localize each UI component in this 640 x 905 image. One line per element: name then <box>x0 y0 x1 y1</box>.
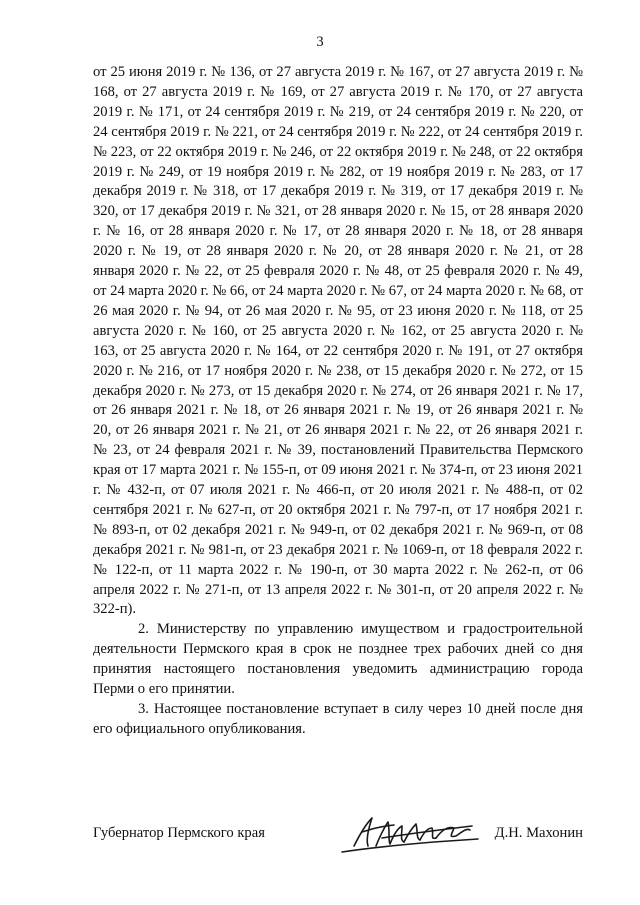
signer-title: Губернатор Пермского края <box>93 825 265 841</box>
signature-block <box>93 818 583 858</box>
page-number: 3 <box>316 34 324 50</box>
resolutions-list-paragraph: от 25 июня 2019 г. № 136, от 27 августа 2019 г. № 167, от 27 августа 2019 г. № 168, от 27 августа 2019 г. № 169, от 27 августа 2019 г. № 170, от 27 августа 2019 г. № 171, от 24 сентября 2019 г. № 219, от 24 сентября 2019 г. № 220, от 24 сентября 2019 г. № 221, от 24 сентября 2019 г. № 222, от 24 сентября 2019 г. № 223, от 22 октября 2019 г. № 246, от 22 октября 2019 г. № 248, от 22 октября 2019 г. № 249, от 19 ноября 2019 г. № 282, от 19 ноября 2019 г. № 283, от 17 декабря 2019 г. № 318, от 17 декабря 2019 г. № 319, от 17 декабря 2019 г. № 320, от 17 декабря 2019 г. № 321, от 28 января 2020 г. № 15, от 28 января 2020 г. № 16, от 28 января 2020 г. № 17, от 28 января 2020 г. № 18, от 28 января 2020 г. № 19, от 28 января 2020 г. № 20, от 28 января 2020 г. № 21, от 28 января 2020 г. № 22, от 25 февраля 2020 г. № 48, от 25 февраля 2020 г. № 49, от 24 марта 2020 г. № 66, от 24 марта 2020 г. № 67, от 24 марта 2020 г. № 68, от 26 мая 2020 г. № 94, от 26 мая 2020 г. № 95, от 23 июня 2020 г. № 118, от 25 августа 2020 г. № 160, от 25 августа 2020 г. № 162, от 25 августа 2020 г. № 163, от 25 августа 2020 г. № 164, от 22 сентября 2020 г. № 191, от 27 октября 2020 г. № 216, от 17 ноября 2020 г. № 238, от 15 декабря 2020 г. № 272, от 15 декабря 2020 г. № 273, от 15 декабря 2020 г. № 274, от 26 января 2021 г. № 17, от 26 января 2021 г. № 18, от 26 января 2021 г. № 19, от 26 января 2021 г. № 20, от 26 января 2021 г. № 21, от 26 января 2021 г. № 22, от 26 января 2021 г. № 23, от 24 февраля 2021 г. № 39, постановлений Правительства Пермского края от 17 марта 2021 г. № 155-п, от 09 июня 2021 г. № 374-п, от 23 июня 2021 г. № 432-п, от 07 июля 2021 г. № 466-п, от 20 июля 2021 г. № 488-п, от 02 сентября 2021 г. № 627-п, от 20 октября 2021 г. № 797-п, от 17 ноября 2021 г. № 893-п, от 02 декабря 2021 г. № 949-п, от 02 декабря 2021 г. № 969-п, от 08 декабря 2021 г. № 981-п, от 23 декабря 2021 г. № 1069-п, от 18 февраля 2022 г. № 122-п, от 11 марта 2022 г. № 190-п, от 30 марта 2022 г. № 262-п, от 06 апреля 2022 г. № 271-п, от 13 апреля 2022 г. № 301-п, от 20 апреля 2022 г. № 322-п). <box>93 64 583 618</box>
paragraph-item-3: 3. Настоящее постановление вступает в силу через 10 дней после дня его официального опубликования. <box>93 701 583 737</box>
handwritten-signature <box>338 812 488 858</box>
signer-name: Д.Н. Махонин <box>494 825 583 841</box>
document-body <box>93 63 583 740</box>
paragraph-item-2: 2. Министерству по управлению имуществом и градостроительной деятельности Пермского края в срок не позднее трех рабочих дней со дня принятия настоящего постановления уведомить администрацию города Перми о его принятии. <box>93 621 583 698</box>
